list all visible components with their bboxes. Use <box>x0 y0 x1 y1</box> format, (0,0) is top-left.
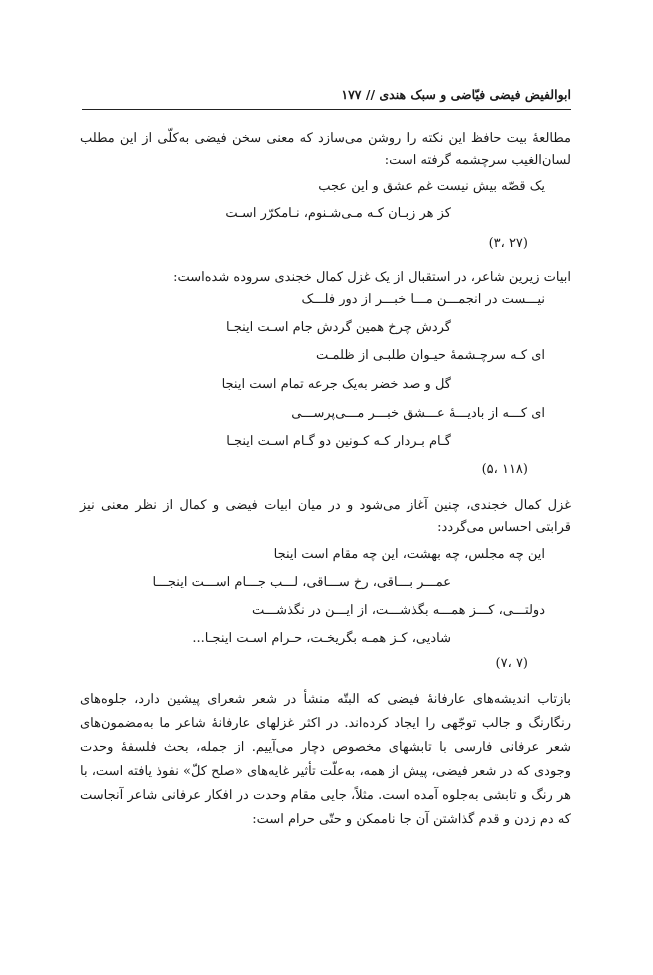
citation-reference: (۱۱۸ ،۵) <box>481 462 528 477</box>
running-header: ابوالفیض فیضی فیّاضی و سبک هندی // ۱۷۷ <box>341 87 571 102</box>
verse-line: این چه مجلس، چه بهشت، این چه مقام است اینجا <box>273 547 545 562</box>
verse-line: گل و صد خضر به‌یک جرعه تمام است اینجا <box>221 377 451 392</box>
verse-line: کز هر زبـان کـه مـی‌شـنوم، نـامکرّر اسـت <box>225 206 451 221</box>
paragraph-2: ابیات زیرین شاعر، در استقبال از یک غزل کمال خجندی سروده شده‌است: <box>173 270 571 285</box>
paragraph-1: مطالعهٔ بیت حافظ این نکته را روشن می‌سازد که معنی سخن فیضی به‌کلّی از این مطلب لسان‌الغیب سرچشمه گرفته است: <box>80 131 571 168</box>
verse-line: نیـــست در انجمـــن مـــا خبـــر از دور فلـــک <box>301 292 545 307</box>
header-rule <box>82 109 571 110</box>
paragraph-3: غزل کمال خجندی، چنین آغاز می‌شود و در میان ابیات فیضی و کمال از نظر معنی نیز قرابتی احساس می‌گردد: <box>80 498 571 535</box>
verse-line: گردش چرخ همین گردش جام اسـت اینجـا <box>225 320 451 335</box>
verse-line: دولتـــی، کـــز همـــه بگذشـــت، از ایـــن در نگذشـــت <box>251 603 545 618</box>
verse-line: ای کـه سرچـشمهٔ حیـوان طلبـی از ظلمـت <box>315 348 545 363</box>
verse-line: شادیی، کـز همـه بگریخـت، حـرام اسـت اینجـا... <box>192 631 451 646</box>
citation-reference: (۲۷ ،۳) <box>488 236 528 251</box>
verse-line: یک قصّه بیش نیست غم عشق و این عجب <box>318 179 545 194</box>
verse-line: عمـــر بـــاقی، رخ ســـاقی، لـــب جـــام اســـت اینجـــا <box>152 575 451 590</box>
citation-reference: (۷ ،۷) <box>495 656 528 671</box>
verse-line: گـام بـردار کـه کـونین دو گـام اسـت اینجـا <box>226 434 451 449</box>
paragraph-4: بازتاب اندیشه‌های عارفانهٔ فیضی که البتّه منشأ در شعر شعرای پیشین دارد، جلوه‌های رنگارنگ و جالب توجّهی را ایجاد کرده‌اند. در اکثر غزلهای عارفانهٔ شاعر ما به‌مضمون‌های شعر عرفانی فارسی با تابشهای مخصوص دچار می‌آییم. از جمله، بحث فلسفهٔ وحدت وجودی که در شعر فیضی، پیش از همه، به‌علّت تأثیر غایه‌های «صلح کلّ» نفوذ یافته است، با هر رنگ و تابشی به‌جلوه آمده است. مثلاً، جایی مقام وحدت در افکار عرفانی شاعر آنجاست که دم زدن و قدم گذاشتن آن جا ناممکن و حتّی حرام است: <box>80 692 571 827</box>
verse-line: ای کـــه از بادیـــهٔ عـــشق خبـــر مـــی‌پرســـی <box>291 406 545 421</box>
